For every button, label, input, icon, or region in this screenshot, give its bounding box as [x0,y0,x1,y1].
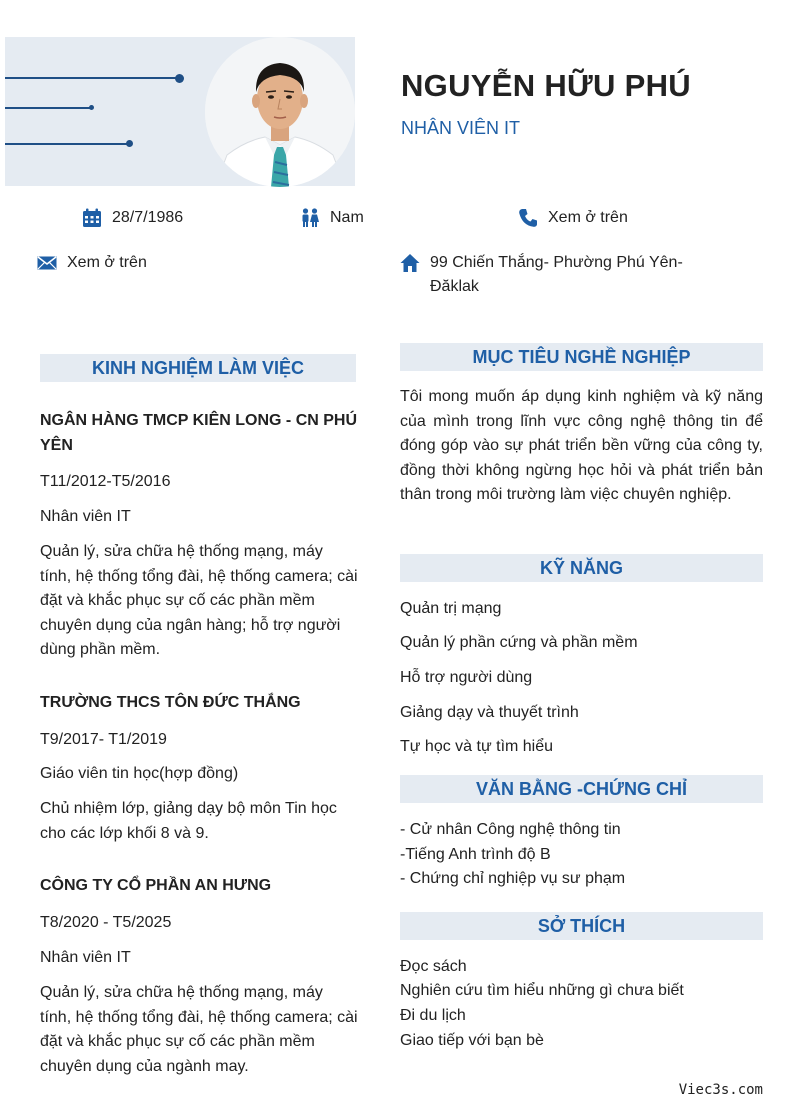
job-2-period: T9/2017- T1/2019 [40,731,167,748]
job-3-role: Nhân viên IT [40,949,131,966]
job-2-role: Giáo viên tin học(hợp đồng) [40,765,239,782]
deco-dot [89,105,94,110]
info-address [400,251,720,301]
phone-value: Xem ở trên [548,209,628,226]
job-2-description: Chủ nhiệm lớp, giảng dạy bộ môn Tin học cho các lớp khối 8 và 9. [40,800,337,842]
section-heading-objective: MỤC TIÊU NGHỀ NGHIỆP [400,343,763,371]
job-3-period: T8/2020 - T5/2025 [40,914,172,931]
email-value: Xem ở trên [67,254,147,271]
calendar-icon [82,208,102,228]
job-3-company: CÔNG TY CỔ PHẦN AN HƯNG [40,877,272,894]
address-value: 99 Chiến Thắng- Phường Phú Yên- Đăklak [430,254,683,295]
deco-line [5,77,180,79]
job-1-role: Nhân viên IT [40,508,131,525]
avatar [205,37,355,187]
job-2-company: TRƯỜNG THCS TÔN ĐỨC THẮNG [40,694,301,711]
candidate-name: NGUYỄN HỮU PHÚ [401,68,691,103]
hobby-item: Đọc sách [400,958,467,975]
skill-item: Quản lý phần cứng và phần mềm [400,634,638,651]
section-heading-experience: KINH NGHIỆM LÀM VIỆC [40,354,356,382]
envelope-icon [37,253,57,273]
home-icon [400,253,420,273]
deco-dot [175,74,184,83]
phone-icon [518,208,538,228]
skill-item: Hỗ trợ người dùng [400,669,533,686]
hobby-item: Nghiên cứu tìm hiểu những gì chưa biết [400,982,684,999]
job-1-period: T11/2012-T5/2016 [40,473,171,490]
certificate-item: - Chứng chỉ nghiệp vụ sư phạm [400,870,626,887]
job-1-description: Quản lý, sửa chữa hệ thống mạng, máy tính, hệ thống tổng đài, hệ thống camera; cài đặt và khắc phục sự cố các phần mềm chuyên dụng của ngân hàng; hỗ trợ người dùng phần mềm. [40,543,358,658]
deco-line [5,107,93,109]
skill-item: Giảng dạy và thuyết trình [400,704,579,721]
section-heading-certificates: VĂN BẰNG -CHỨNG CHỈ [400,775,763,803]
candidate-title: NHÂN VIÊN IT [401,118,521,138]
portrait-photo [205,37,355,187]
section-heading-skills: KỸ NĂNG [400,554,763,582]
job-3-description: Quản lý, sửa chữa hệ thống mạng, máy tính, hệ thống tổng đài, hệ thống camera; cài đặt và khắc phục sự cố các phần mềm chuyên dụng của ngành may. [40,984,358,1075]
hobby-item: Giao tiếp với bạn bè [400,1032,544,1049]
skill-item: Quản trị mạng [400,600,502,617]
footer-brand[interactable]: Viec3s.com [678,1082,763,1098]
job-1-company: NGÂN HÀNG TMCP KIÊN LONG - CN PHÚ YÊN [40,412,358,454]
deco-line [5,143,131,145]
birthday-value: 28/7/1986 [112,209,184,226]
skill-item: Tự học và tự tìm hiểu [400,738,554,755]
people-icon [300,208,320,228]
certificate-item: -Tiếng Anh trình độ B [400,846,551,863]
certificate-item: - Cử nhân Công nghệ thông tin [400,821,621,838]
hobby-item: Đi du lịch [400,1007,466,1024]
objective-text: Tôi mong muốn áp dụng kinh nghiệm và kỹ năng của mình trong lĩnh vực công nghệ thông tin để đóng góp vào sự phát triển bền vững của công ty, đồng thời không ngừng học hỏi và phát triển bản thân trong môi trường làm việc chuyên nghiệp. [400,388,763,503]
gender-value: Nam [330,209,364,226]
deco-dot [126,140,133,147]
section-heading-hobbies: SỞ THÍCH [400,912,763,940]
